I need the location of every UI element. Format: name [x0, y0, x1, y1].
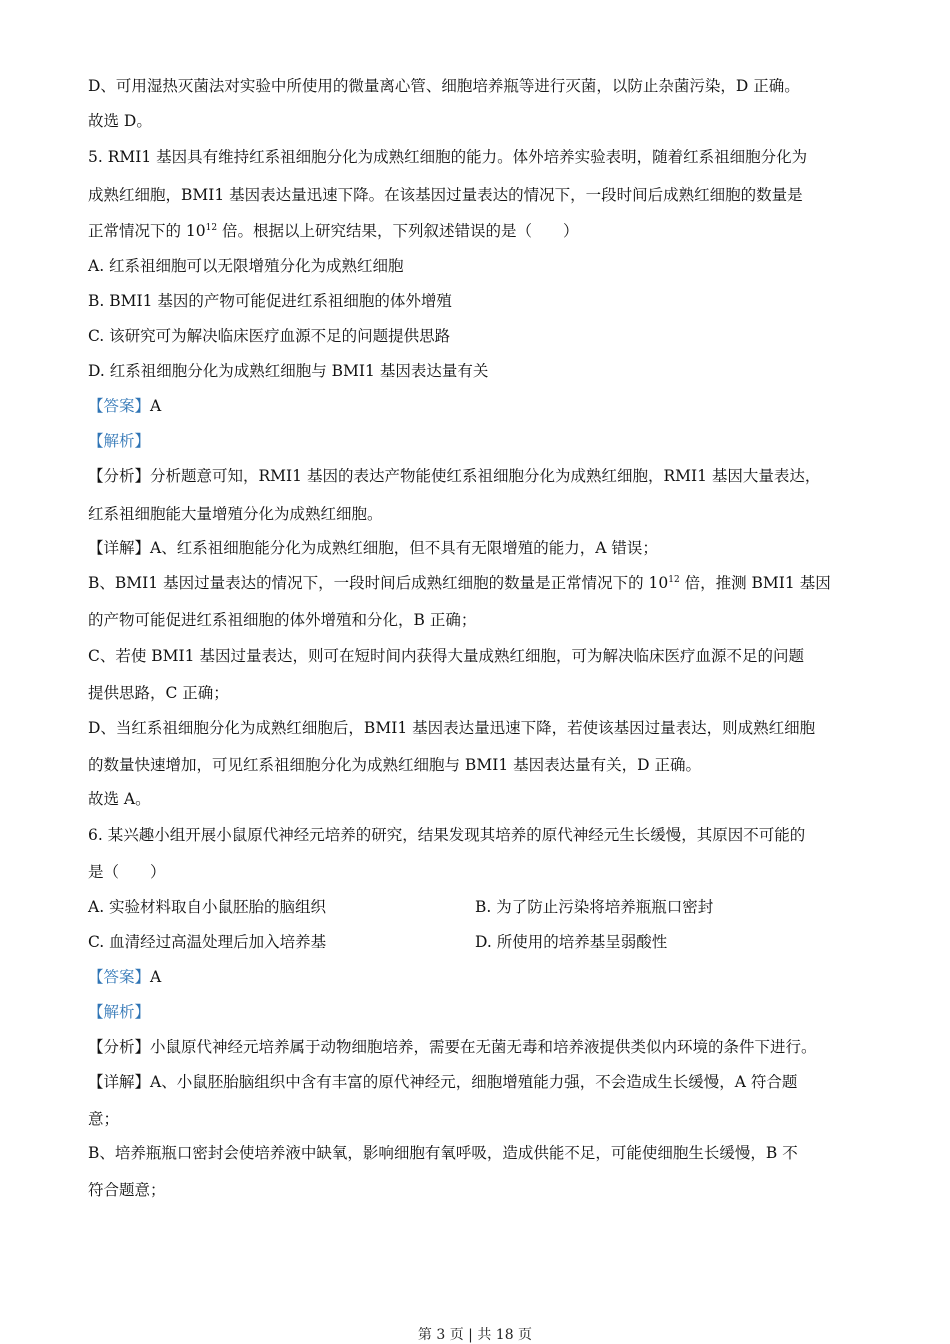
q4-detail-d: D、可用湿热灭菌法对实验中所使用的微量离心管、细胞培养瓶等进行灭菌，以防止杂菌污染，D 正确。	[88, 77, 800, 95]
q6-stem-line1: 6. 某兴趣小组开展小鼠原代神经元培养的研究，结果发现其培养的原代神经元生长缓慢，其原因不可能的	[88, 826, 806, 844]
q6-option-a: A. 实验材料取自小鼠胚胎的脑组织	[88, 898, 327, 916]
q6-detail-a-line1: 【详解】A、小鼠胚胎脑组织中含有丰富的原代神经元，细胞增殖能力强，不会造成生长缓慢，A 符合题	[88, 1073, 798, 1091]
q6-detail-a-line2: 意；	[88, 1110, 120, 1128]
q6-option-c: C. 血清经过高温处理后加入培养基	[88, 933, 327, 951]
q5-detail-a: 【详解】A、红系祖细胞能分化为成熟红细胞，但不具有无限增殖的能力，A 错误；	[88, 539, 658, 557]
q6-option-d: D. 所使用的培养基呈弱酸性	[475, 933, 668, 951]
q6-detail-b-line2: 符合题意；	[88, 1181, 166, 1199]
q5-detail-c-line1: C、若使 BMI1 基因过量表达，则可在短时间内获得大量成熟红细胞，可为解决临床医疗血源不足的问题	[88, 647, 804, 665]
q5-option-c: C. 该研究可为解决临床医疗血源不足的问题提供思路	[88, 327, 451, 345]
q5-detail-d-line2: 的数量快速增加，可见红系祖细胞分化为成熟红细胞与 BMI1 基因表达量有关，D 正确。	[88, 756, 701, 774]
q5-option-d: D. 红系祖细胞分化为成熟红细胞与 BMI1 基因表达量有关	[88, 362, 489, 380]
q5-stem-line3: 正常情况下的 $10^{12}$ 倍。根据以上研究结果，下列叙述错误的是（ ）	[88, 222, 579, 240]
q6-answer: 【答案】A	[88, 968, 162, 986]
q5-stem-line2: 成熟红细胞，BMI1 基因表达量迅速下降。在该基因过量表达的情况下，一段时间后成熟红细胞的数量是	[88, 186, 803, 204]
q5-analysis-tag: 【解析】	[88, 432, 151, 450]
page-footer: 第 3 页 | 共 18 页	[417, 1327, 533, 1343]
q5-fenxi-line2: 红系祖细胞能大量增殖分化为成熟红细胞。	[88, 505, 383, 523]
q5-fenxi-line1: 【分析】分析题意可知，RMI1 基因的表达产物能使红系祖细胞分化为成熟红细胞，RMI1 基因大量表达，	[88, 467, 821, 485]
q5-detail-d-line1: D、当红系祖细胞分化为成熟红细胞后，BMI1 基因表达量迅速下降，若使该基因过量表达，则成熟红细胞	[88, 719, 816, 737]
q5-answer: 【答案】A	[88, 397, 162, 415]
q5-stem-line1: 5. RMI1 基因具有维持红系祖细胞分化为成熟红细胞的能力。体外培养实验表明，随着红系祖细胞分化为	[88, 148, 808, 166]
q6-fenxi: 【分析】小鼠原代神经元培养属于动物细胞培养，需要在无菌无毒和培养液提供类似内环境的条件下进行。	[88, 1038, 817, 1056]
q5-conclusion: 故选 A。	[88, 790, 151, 808]
q5-detail-b-line1: B、BMI1 基因过量表达的情况下，一段时间后成熟红细胞的数量是正常情况下的 $10^{12}$ 倍，推测 BMI1 基因	[88, 574, 831, 592]
q4-conclusion: 故选 D。	[88, 112, 152, 130]
q6-stem-line2: 是（ ）	[88, 863, 166, 881]
q5-detail-c-line2: 提供思路，C 正确；	[88, 684, 229, 702]
q5-detail-b-line2: 的产物可能促进红系祖细胞的体外增殖和分化，B 正确；	[88, 611, 477, 629]
q5-option-b: B. BMI1 基因的产物可能促进红系祖细胞的体外增殖	[88, 292, 452, 310]
q6-analysis-tag: 【解析】	[88, 1003, 151, 1021]
q6-detail-b-line1: B、培养瓶瓶口密封会使培养液中缺氧，影响细胞有氧呼吸，造成供能不足，可能使细胞生长缓慢，B 不	[88, 1144, 798, 1162]
q6-option-b: B. 为了防止污染将培养瓶瓶口密封	[475, 898, 714, 916]
answer-tag: 【答案】	[88, 397, 151, 415]
q5-option-a: A. 红系祖细胞可以无限增殖分化为成熟红细胞	[88, 257, 404, 275]
